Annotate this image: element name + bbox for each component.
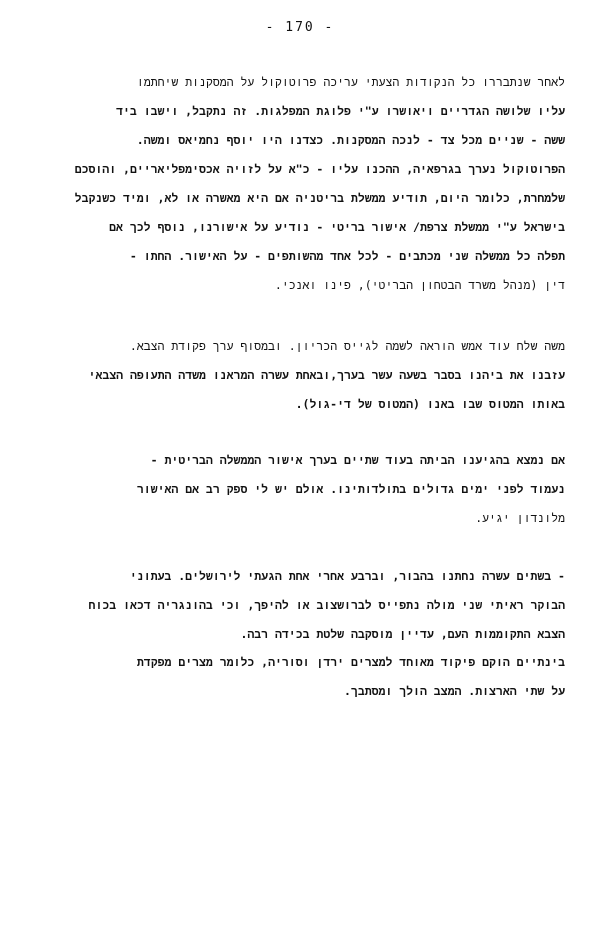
text-line: אם נמצא בהגיענו הביתה בעוד שתיים בערך אישור הממשלה הבריטית -	[150, 453, 565, 467]
text-line: הפרוטוקול נערך בגרפאיה, ההכנו עליו - כ"א על לזויה אכסימפליאריים, והוסכם	[74, 162, 565, 176]
text-line: הצבא התקוממות העם, עדיין מוסקבה שלטת בכידה רבה.	[240, 627, 565, 641]
text-line: בישראל ע"י ממשלת צרפת/ אישור בריטי - נודיע על אישורנו, נוסף לכך אם	[109, 220, 565, 234]
page-number: - 170 -	[265, 20, 335, 35]
paragraph	[40, 446, 565, 533]
text-line: דין (מנהל משרד הבטחון הבריטי), פינו ואנכי.	[274, 278, 565, 292]
text-line: נעמוד לפני ימים גדולים בתולדותינו. אולם יש לי ספק רב אם האישור	[136, 482, 565, 496]
text-line: בינתיים הוקם פיקוד מאוחד למצרים ירדן וסוריה, כלומר מצרים מפקדת	[136, 655, 565, 669]
text-line: הבוקר ראיתי שני מולה נתפייס לברושצוב או להיפך, וכי בהונגריה דכאו בכוח	[88, 598, 565, 612]
text-line: על שתי הארצות. המצב הולך ומסתבך.	[344, 684, 565, 698]
text-line: - בשתים עשרה נחתנו בהבור, וברבע אחרי אחת הגעתי לירושלים. בעתוני	[129, 569, 565, 583]
text-line: ששה - שניים מכל צד - לנכה המסקנות. כצדנו היו יוסף נחמיאס ומשה.	[136, 133, 565, 147]
text-line: עליו שלושה הגדריים ויאושרו ע"י פלוגת המפלגות. זה נתקבל, וישבו ביד	[116, 104, 565, 118]
text-line: מלונדון יגיע.	[475, 511, 565, 525]
text-line: לאחר שנתבררו כל הנקודות הצעתי עריכה פרוטוקול על המסקנות שיחתמו	[136, 75, 565, 89]
text-line: שלמחרת, כלומר היום, תודיע ממשלת בריטניה אם היא מאשרה או לא, ומיד כשנקבל	[74, 191, 565, 205]
text-line: עזבנו את ביהנו בסבר בשעה עשר בערך,ובאחת עשרה המראנו משדה התעופה הצבאי	[88, 368, 565, 382]
paragraph	[40, 332, 565, 419]
text-line: תפלה כל ממשלה שני מכתבים - לכל אחד מהשותפים - על האישור. החתו -	[129, 249, 565, 263]
text-line: משה שלח עוד אמש הוראה לשמה לגייס הכריון. ובמסוף ערך פקודת הצבא.	[129, 339, 565, 353]
text-line: באותו המטוס שבו באנו (המטוס של די-גול).	[295, 397, 565, 411]
paragraph	[40, 562, 565, 649]
paragraph	[40, 68, 565, 300]
paragraph	[40, 648, 565, 706]
